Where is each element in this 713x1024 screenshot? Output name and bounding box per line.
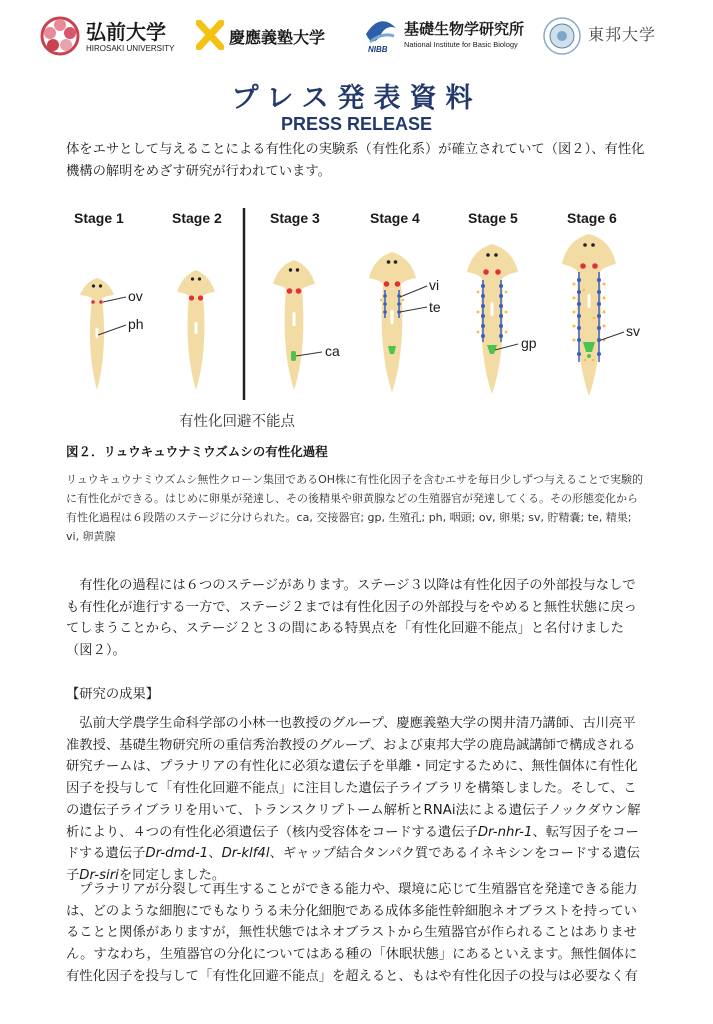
figure-caption: リュウキュウナミウズムシ無性クローン集団であるOH株に有性化因子を含むエサを毎日少しずつ与えることで実験的に有性化ができる。はじめに卵巣が発達し、その後精巣や卵黄腺などの生殖器官が発達してくる。その形態変化から有性化過程は６段階のステージに分けられた。ca, 交接器官; gp, 生殖孔; ph, 咽頭; ov, 卵巣; sv, 貯精嚢; te, 精巣; vi, 卵黄腺 [66,473,644,543]
label-vi: vi [429,277,440,293]
stage-label: Stage 5 [468,210,518,226]
planarian-stage-1 [80,278,114,390]
body-paragraph-2 [66,713,648,887]
gene-name: Dr-siri [79,867,119,883]
nibb-logo [360,12,540,62]
toho-name: 東邦大学 [588,25,657,44]
paragraph-text: を同定しました。 [118,867,226,883]
planarian-stage-5 [467,244,518,394]
section-heading: 【研究の成果】 [66,687,160,702]
body-paragraph-3: プラナリアが分裂して再生することができる能力や、環境に応じて生殖器官を発達できる能力は、どのような細胞にでもなりうる未分化細胞である成体多能性幹細胞ネオブラストを持っていることと関係がありますが，無性状態ではネオブラストから生殖器官が作られることはありません。すなわち，生殖器官の分化についてはある種の「休眠状態」にあるといえます。無性個体に有性化因子を投与して「有性化回避不能点」を超えると、もはや有性化因子の投与は必要なく有 [66,882,638,984]
label-ov: ov [128,288,143,304]
paragraph-text: 、 [208,846,222,862]
title-jp: プレス発表資料 [231,83,482,114]
stage-label: Stage 3 [270,210,320,226]
toho-logo [542,12,677,62]
nibb-sub: National Institute for Basic Biology [404,40,518,49]
paragraph-text: 弘前大学農学生命科学部の小林一也教授のグループ、慶應義塾大学の関井清乃講師、古川亮平准教授、基礎生物研究所の重信秀治教授のグループ、および東邦大学の鹿島誠講師で構成される研究チームは、プラナリアの有性化に必須な遺伝子を単離・同定するために、無性個体に有性化因子を投与して「有性化回避不能点」に注目した遺伝子ライブラリを構築しました。そして、この遺伝子ライブラリを用いて、トランスクリプトーム解析とRNAi法による遺伝子ノックダウン解析により、４つの有性化必須遺伝子（核内受容体をコードする遺伝子 [66,716,641,840]
planarian-diagram [0,200,713,435]
stage-label: Stage 1 [74,210,124,226]
nibb-badge: NIBB [368,45,388,54]
figure-2 [0,200,713,435]
planarian-stage-3 [273,260,315,390]
nibb-name: 基礎生物学研究所 [404,20,525,38]
label-ph: ph [128,316,144,332]
body-paragraph-1: 有性化の過程には６つのステージがあります。ステージ３以降は有性化因子の外部投与なしでも有性化が進行する一方で、ステージ２までは有性化因子の外部投与をやめると無性状態に戻ってしまうことから、ステージ２と３の間にある特異点を「有性化回避不能点」と名付けました（図２）。 [66,578,637,659]
stage-label: Stage 6 [567,210,617,226]
pen-emblem-icon [196,20,224,50]
toho-seal-icon [542,16,582,56]
label-ca: ca [325,343,340,359]
paragraph-text: 、ギャップ結合タンパク質であるイネキシンをコードする遺伝子 [66,846,640,883]
planarian-stage-4 [369,252,416,392]
title-en: PRESS RELEASE [280,114,433,134]
gene-name: Dr-nhr-1 [477,824,533,840]
stage-label: Stage 2 [172,210,222,226]
label-gp: gp [521,335,537,351]
keio-name: 慶應義塾大学 [229,28,326,47]
hirosaki-logo [38,12,178,62]
intro-text: 体をエサとして与えることによる有性化の実験系（有性化系）が確立されていて（図２）、有性化機構の解明をめざす研究が行われています。 [66,142,645,179]
hirosaki-name: 弘前大学 [86,20,166,44]
paragraph-text: 、転写因子をコードする遺伝子 [66,824,639,862]
label-sv: sv [626,323,640,339]
logo-bar [38,12,678,62]
hirosaki-sub: HIROSAKI UNIVERSITY [86,44,175,53]
planarian-stage-6 [562,234,616,396]
planarian-stage-2 [177,270,215,390]
label-te: te [429,299,441,315]
sakura-emblem-icon [38,14,82,58]
gene-name: Dr-klf4l [221,846,270,862]
point-of-no-return-label: 有性化回避不能点 [179,414,295,430]
pointer-lines [98,286,624,356]
stage-label: Stage 4 [370,210,420,226]
figure-title: 図２．リュウキュウナミウズムシの有性化過程 [66,444,328,459]
gene-name: Dr-dmd-1 [145,846,209,862]
keio-logo [196,12,346,62]
